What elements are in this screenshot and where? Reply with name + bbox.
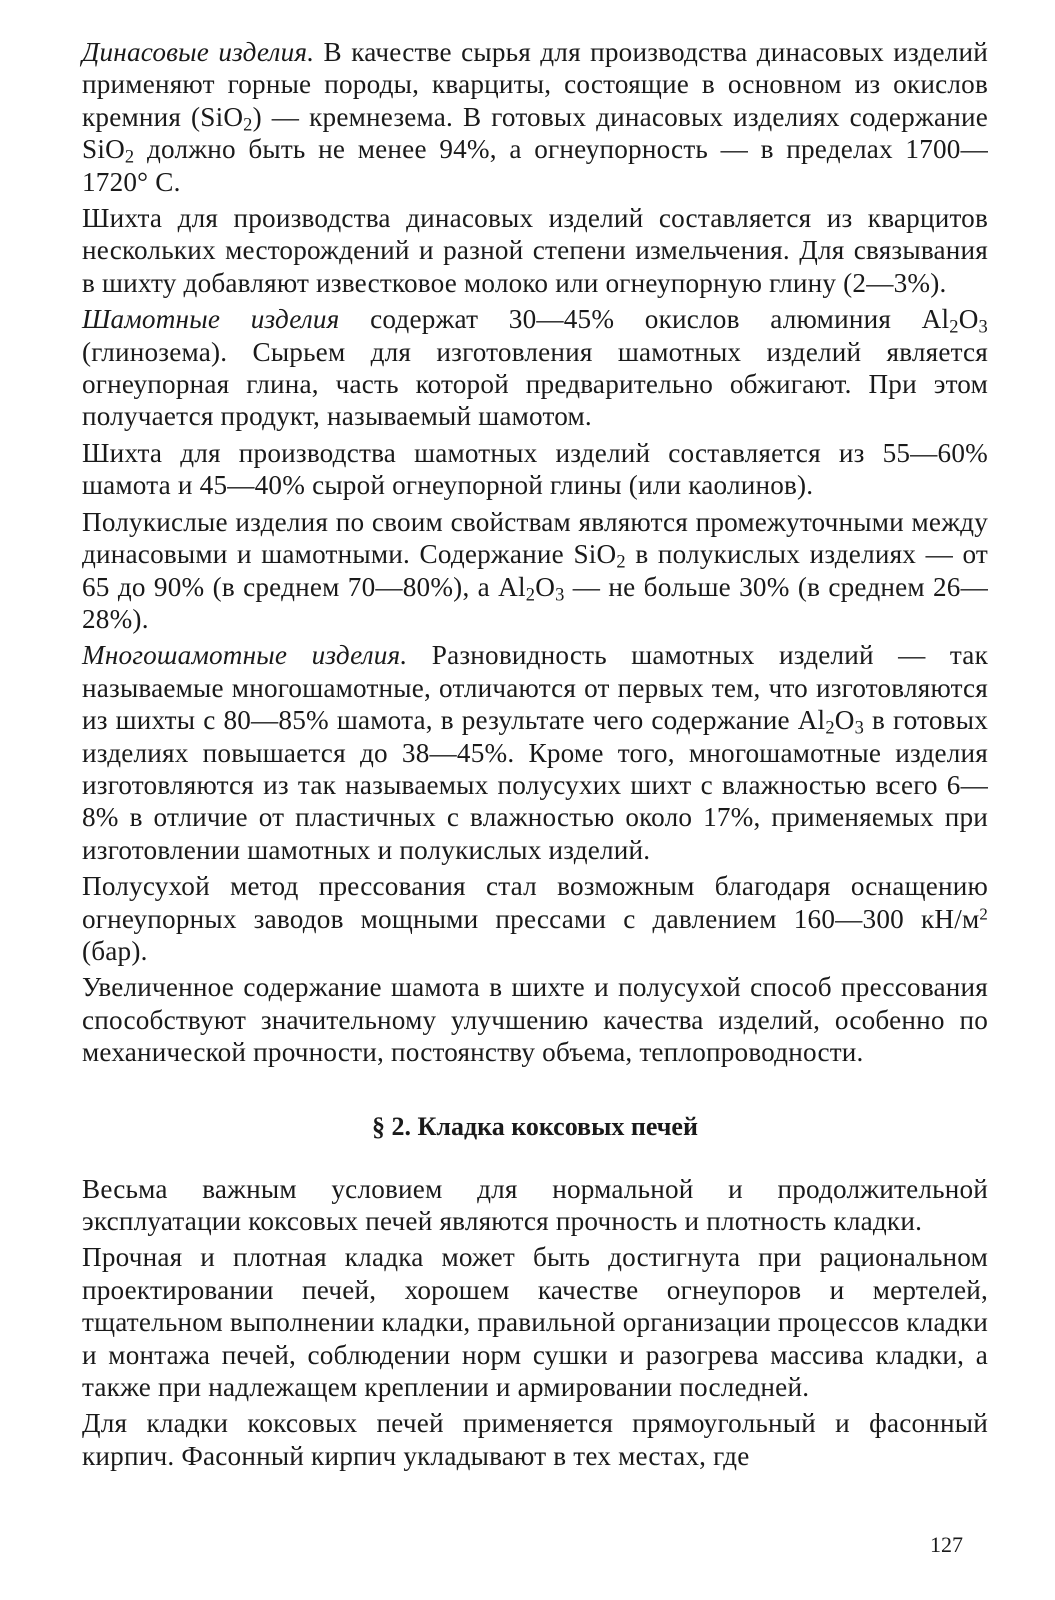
page-number: 127 [930,1532,963,1557]
section-heading: § 2. Кладка коксовых печей [372,1111,698,1141]
paragraph-text: Полукислые изделия по своим свойствам являются промежуточными между динасовыми и шамотными. Содержание SiO$_2$ в полукислых изделиях — от 65 до 90% (в среднем 70—80%), а $Al_2O_3$ — не больше 30% (в среднем 26—28%). [82,506,989,634]
body-text-bottom [82,1173,988,1473]
paragraph [82,437,988,502]
paragraph [82,202,988,299]
paragraph [82,971,988,1068]
paragraph [82,1241,988,1403]
paragraph [82,639,988,866]
paragraph [82,506,988,636]
paragraph-text: Весьма важным условием для нормальной и продолжительной эксплуатации коксовых печей являются прочность и плотность кладки. [82,1173,988,1236]
paragraph-text: Полусухой метод прессования стал возможным благодаря оснащению огнеупорных заводов мощными прессами с давлением 160—300 $кН/м^2$ (бар). [82,871,988,966]
paragraph-lead: Динасовые изделия. [82,37,315,67]
paragraph-text: Увеличенное содержание шамота в шихте и полусухой способ прессования способствуют значительному улучшению качества изделий, особенно по механической прочности, постоянству объема, теплопроводности. [82,972,988,1068]
paragraph-text: Прочная и плотная кладка может быть достигнута при рациональном проектировании печей, хорошем качестве огнеупоров и мертелей, тщательном выполнении кладки, правильной организации процессов кладки и монтажа печей, соблюдении норм сушки и разогрева массива кладки, а также при надлежащем креплении и армировании последней. [82,1242,988,1403]
paragraph [82,303,988,433]
paragraph-lead: Многошамотные изделия. [82,640,408,671]
paragraph [82,36,988,198]
body-text-top [82,36,988,1069]
paragraph-text: Шихта для производства шамотных изделий составляется из 55—60% шамота и 45—40% сырой огнеупорной глины (или каолинов). [82,437,988,501]
paragraph [82,870,988,967]
paragraph-text: В качестве сырья для производства динасовых изделий применяют горные породы, кварциты, состоящие в основном из окислов кремния (SiO$_2$) — кремнезема. В готовых динасовых изделиях содержание SiO$_2$ должно быть не менее 94%, а огнеупорность — в пределах 1700—1720° С. [82,37,988,197]
paragraph-text: содержат 30—45% окислов алюминия $Al_2O_3$ (глинозема). Сырьем для изготовления шамотных изделий является огнеупорная глина, часть которой предварительно обжигают. При этом получается продукт, называемый шамотом. [82,304,988,432]
book-page [82,36,988,1476]
paragraph-text: Для кладки коксовых печей применяется прямоугольный и фасонный кирпич. Фасонный кирпич укладывают в тех местах, где [82,1408,988,1471]
paragraph [82,1173,988,1238]
paragraph-text: Шихта для производства динасовых изделий составляется из кварцитов нескольких месторождений и разной степени измельчения. Для связывания в шихту добавляют известковое молоко или огнеупорную глину (2—3%). [82,203,988,298]
paragraph-text: Разновидность шамотных изделий — так называемые многошамотные, отличаются от первых тем, что изготовляются из шихты с 80—85% шамота, в результате чего содержание $Al_2O_3$ в готовых изделиях повышается до 38—45%. Кроме того, многошамотные изделия изготовляются из так называемых полусухих шихт с влажностью всего 6—8% в отличие от пластичных с влажностью около 17%, применяемых при изготовлении шамотных и полукислых изделий. [82,640,988,865]
paragraph-lead: Шамотные изделия [82,304,340,335]
paragraph [82,1407,988,1472]
